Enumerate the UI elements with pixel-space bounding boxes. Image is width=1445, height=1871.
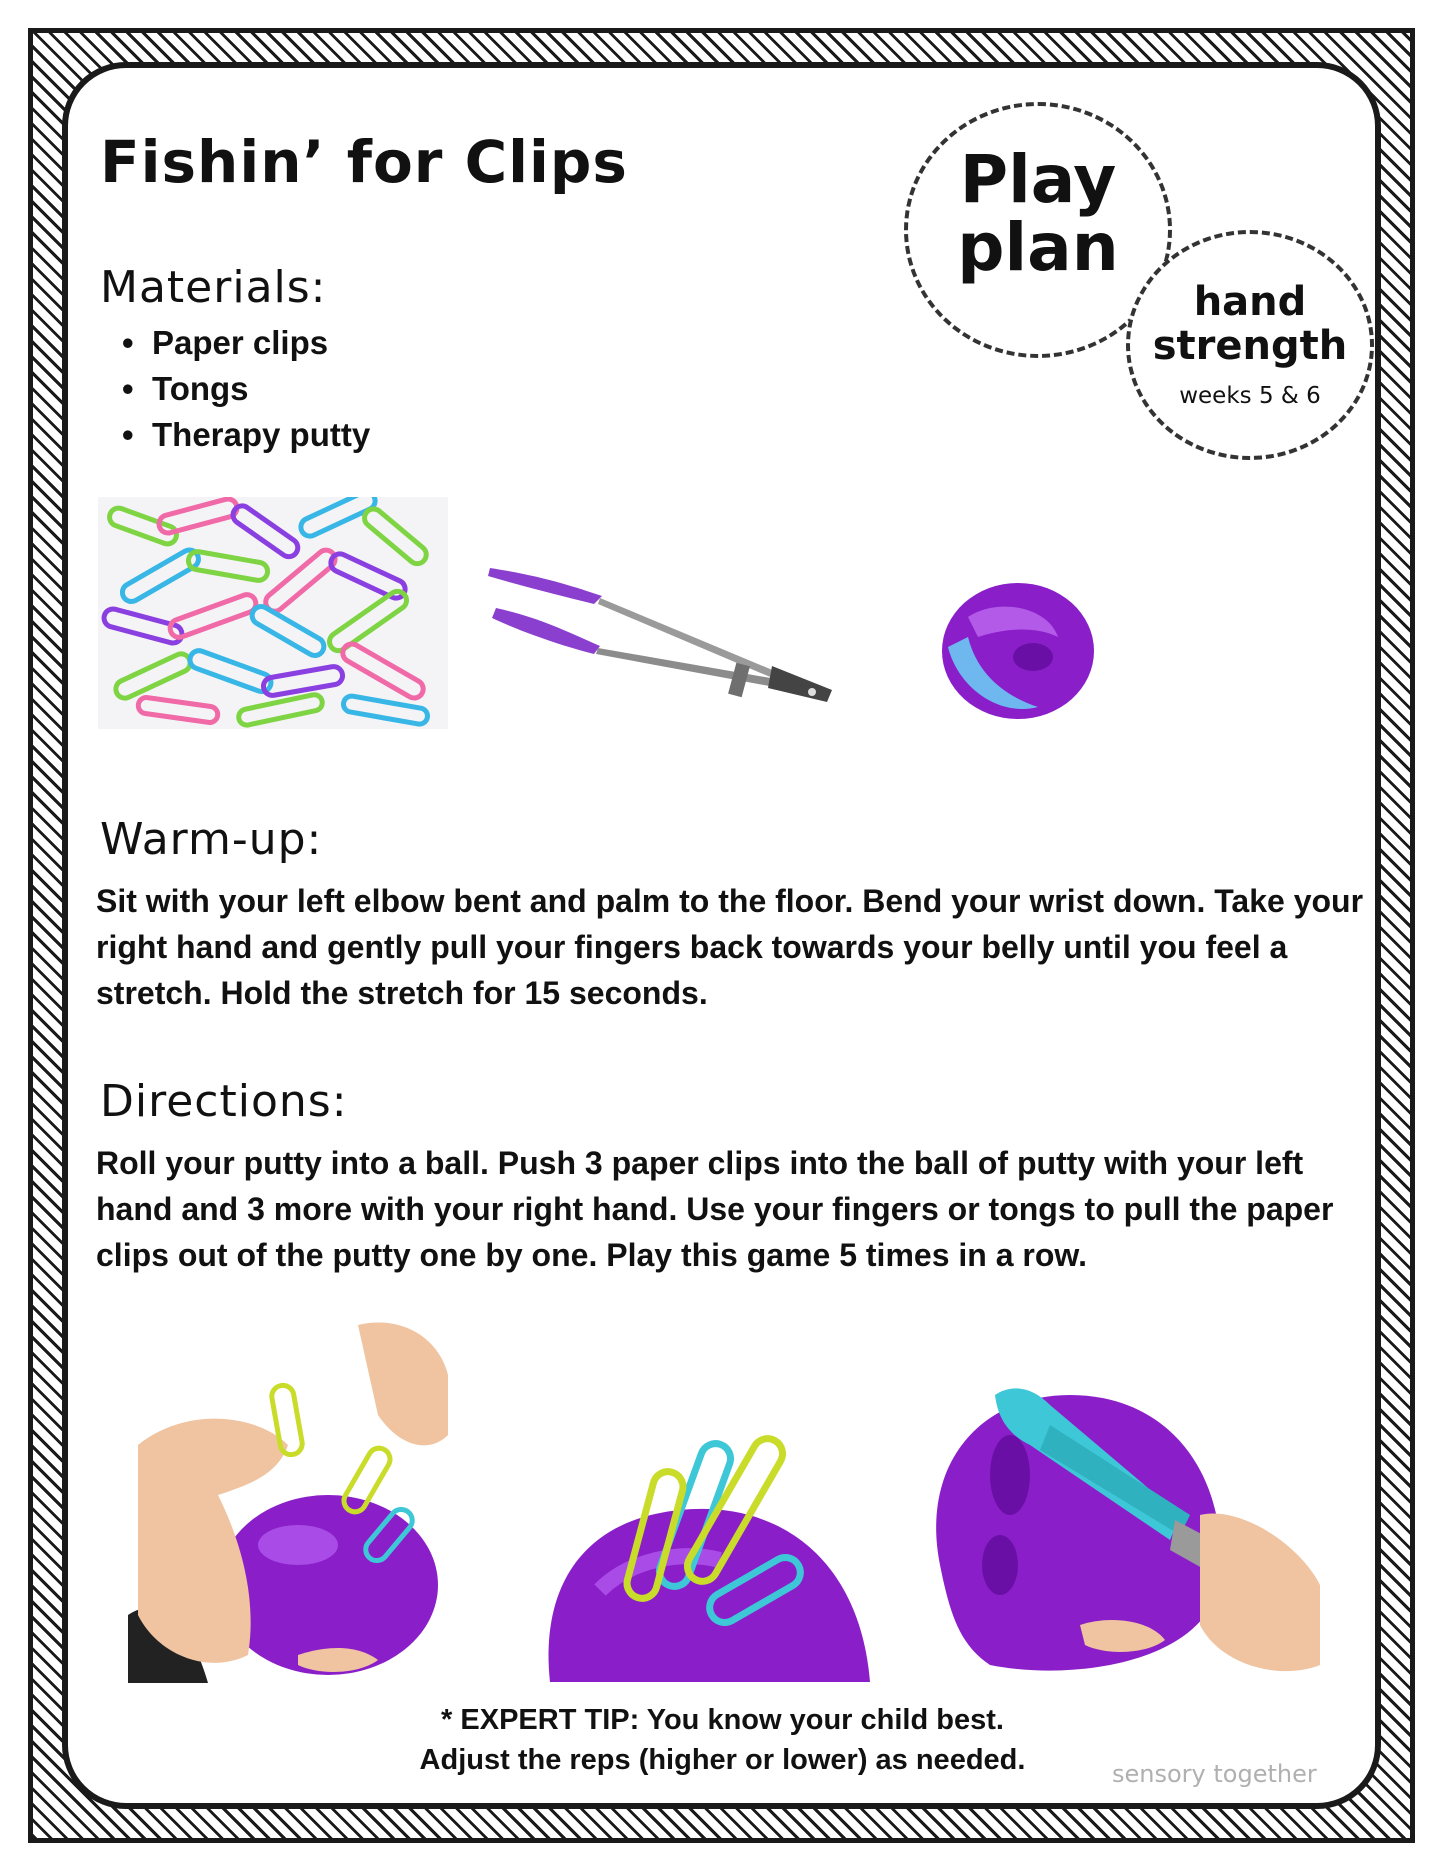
list-item: • Tongs: [118, 366, 370, 412]
play-plan-title: [908, 141, 1168, 286]
list-item: • Therapy putty: [118, 412, 370, 458]
step-photo-clips-in-putty: [540, 1410, 880, 1682]
step-photo-push-clips: [128, 1315, 450, 1683]
materials-heading: Materials:: [100, 262, 327, 313]
weeks-label: weeks 5 & 6: [1179, 383, 1321, 409]
brand-watermark: sensory together: [1112, 1760, 1317, 1788]
warmup-heading: Warm-up:: [100, 814, 323, 865]
therapy-putty-photo: [938, 577, 1098, 723]
directions-heading: Directions:: [100, 1076, 348, 1127]
plan-label: plan: [957, 209, 1119, 286]
list-item: • Paper clips: [118, 320, 370, 366]
hand-label: hand: [1193, 279, 1307, 325]
hand-strength-badge: [1126, 230, 1374, 460]
strength-label: strength: [1152, 323, 1348, 369]
step-photo-tongs-pull: [920, 1365, 1340, 1681]
expert-tip-line-2: Adjust the reps (higher or lower) as needed.: [419, 1744, 1026, 1776]
paper-clips-photo: [98, 497, 448, 729]
play-label: Play: [959, 141, 1117, 218]
page-title: Fishin’ for Clips: [100, 128, 628, 196]
tongs-photo: [482, 556, 842, 716]
materials-list: [118, 320, 370, 458]
directions-text: Roll your putty into a ball. Push 3 paper clips into the ball of putty with your left hand and 3 more with your right hand. Use your fingers or tongs to pull the paper clips out of the putty one by one. Play this game 5 times in a row.: [96, 1145, 1334, 1273]
expert-tip-line-1: * EXPERT TIP: You know your child best.: [441, 1704, 1004, 1736]
warmup-text: Sit with your left elbow bent and palm to the floor. Bend your wrist down. Take your right hand and gently pull your fingers back towards your belly until you feel a stretch. Hold the stretch for 15 seconds.: [96, 883, 1364, 1011]
